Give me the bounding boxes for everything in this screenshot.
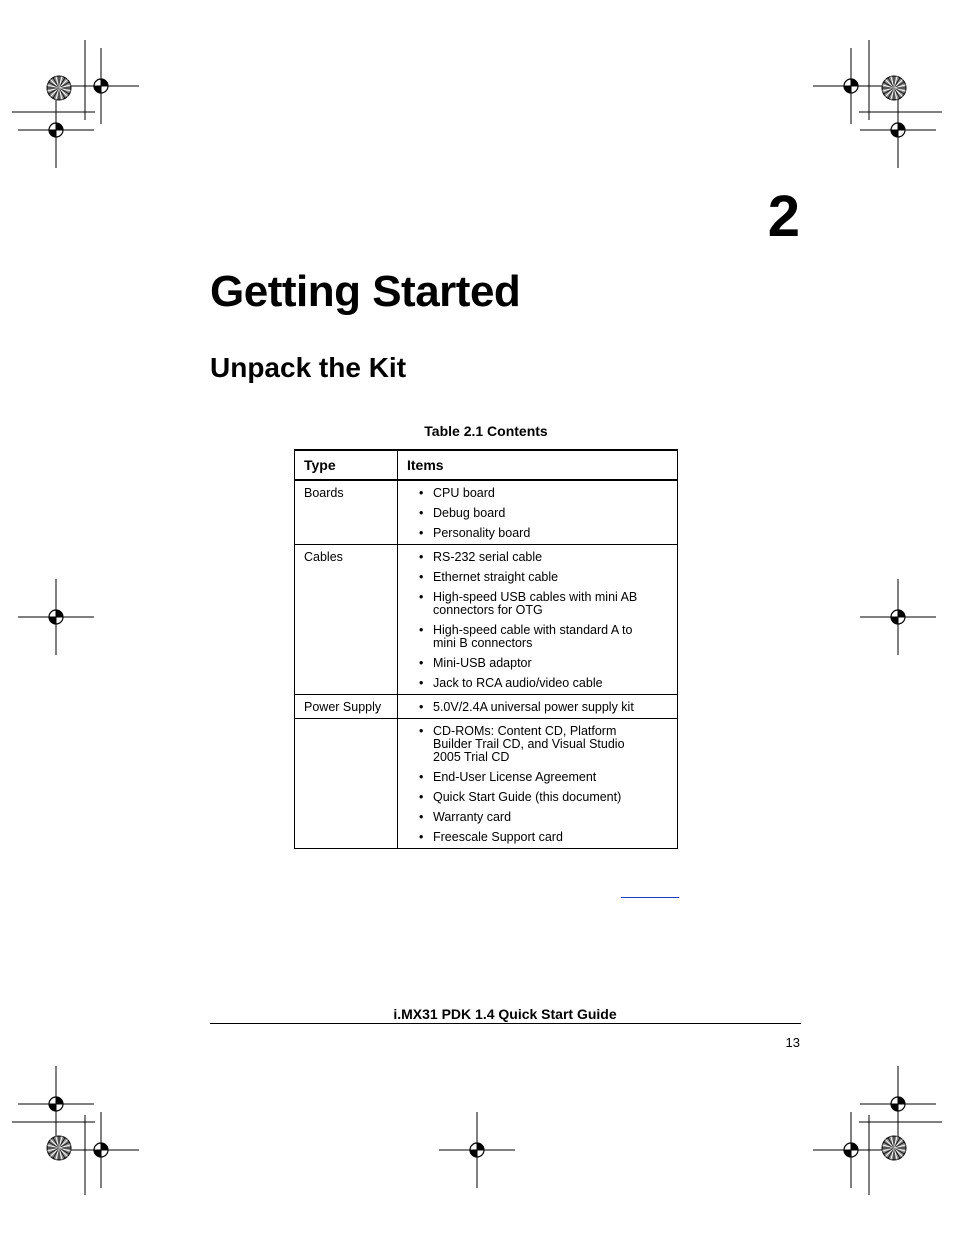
list-item: • Debug board <box>419 507 638 520</box>
column-header-type: Type <box>295 450 398 480</box>
registration-target-icon <box>18 1066 94 1142</box>
table-header-row <box>295 450 678 480</box>
list-item: • High-speed cable with standard A to mini B connectors <box>419 624 638 650</box>
registration-target-icon <box>18 579 94 655</box>
registration-starburst-icon <box>882 1136 906 1160</box>
list-item: • CD-ROMs: Content CD, Platform Builder Trail CD, and Visual Studio 2005 Trial CD <box>419 725 638 764</box>
footer-document-title: i.MX31 PDK 1.4 Quick Start Guide <box>393 1006 617 1022</box>
registration-target-icon <box>813 1112 889 1188</box>
list-item: • Mini-USB adaptor <box>419 657 638 670</box>
registration-target-icon <box>813 48 889 124</box>
table-row-power-supply <box>295 695 678 719</box>
items-cell <box>398 480 678 545</box>
type-cell: Power Supply <box>295 695 398 719</box>
registration-target-icon <box>439 1112 515 1188</box>
type-cell <box>295 719 398 849</box>
list-item: • End-User License Agreement <box>419 771 638 784</box>
list-item: • 5.0V/2.4A universal power supply kit <box>419 701 638 714</box>
list-item: • RS-232 serial cable <box>419 551 638 564</box>
chapter-title: Getting Started <box>210 267 521 316</box>
item-list <box>407 725 668 844</box>
registration-target-icon <box>18 92 94 168</box>
list-item: • CPU board <box>419 487 638 500</box>
item-list <box>407 487 668 540</box>
table-row-cables <box>295 545 678 695</box>
list-item: • Freescale Support card <box>419 831 638 844</box>
items-cell <box>398 545 678 695</box>
registration-target-icon <box>63 1112 139 1188</box>
table-row-documentation <box>295 719 678 849</box>
item-list <box>407 551 668 690</box>
column-header-items: Items <box>398 450 678 480</box>
type-cell: Cables <box>295 545 398 695</box>
registration-starburst-icon <box>47 76 71 100</box>
chapter-number: 2 <box>767 184 800 249</box>
list-item: • Quick Start Guide (this document) <box>419 791 638 804</box>
item-list <box>407 701 668 714</box>
contents-table <box>294 449 678 849</box>
table-caption: Table 2.1 Contents <box>424 423 548 439</box>
list-item: • Jack to RCA audio/video cable <box>419 677 638 690</box>
registration-target-icon <box>860 1066 936 1142</box>
link-underline[interactable] <box>621 897 679 898</box>
list-item: • Ethernet straight cable <box>419 571 638 584</box>
list-item: • Personality board <box>419 527 638 540</box>
type-cell: Boards <box>295 480 398 545</box>
items-cell <box>398 695 678 719</box>
registration-target-icon <box>860 92 936 168</box>
items-cell <box>398 719 678 849</box>
table-row-boards <box>295 480 678 545</box>
list-item: • High-speed USB cables with mini AB connectors for OTG <box>419 591 638 617</box>
page-number: 13 <box>785 1035 800 1050</box>
list-item: • Warranty card <box>419 811 638 824</box>
registration-target-icon <box>860 579 936 655</box>
registration-starburst-icon <box>882 76 906 100</box>
registration-target-icon <box>63 48 139 124</box>
footer-divider <box>210 1023 801 1024</box>
section-heading: Unpack the Kit <box>210 352 407 383</box>
registration-starburst-icon <box>47 1136 71 1160</box>
